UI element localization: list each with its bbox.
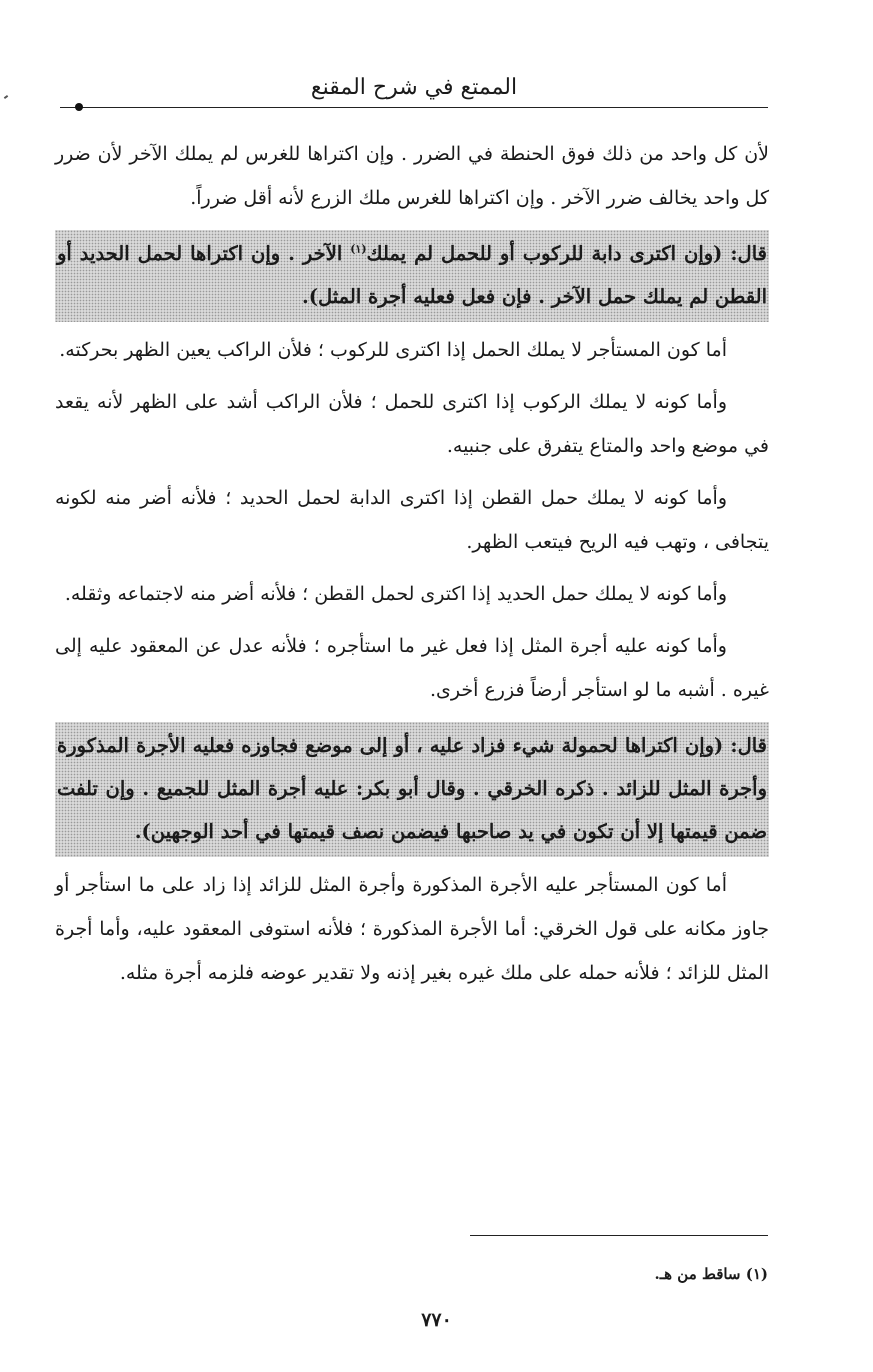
paragraph-6: وأما كونه لا يملك حمل الحديد إذا اكترى لحمل القطن ؛ فلأنه أضر منه لاجتماعه وثقله.	[64, 583, 727, 605]
paragraph-7: وأما كونه عليه أجرة المثل إذا فعل غير ما استأجره ؛ فلأنه عدل عن المعقود عليه إلى غيره . أشبه ما لو استأجر أرضاً فزرع أخرى.	[55, 635, 769, 701]
quote-1-text-a: قال: (وإن اكترى دابة للركوب أو للحمل لم يملك	[366, 242, 767, 265]
paragraph-4: وأما كونه لا يملك الركوب إذا اكترى للحمل ؛ فلأن الراكب أشد على الظهر لأنه يقعد في موضع واحد والمتاع يتفرق على جنبيه.	[55, 391, 769, 457]
footnote-1: (١) ساقط من هـ.	[654, 1265, 768, 1283]
matn-quote-2	[55, 722, 769, 857]
matn-quote-1	[55, 230, 769, 322]
header-rule-dot	[75, 103, 83, 111]
quote-1-text-b: الآخر . وإن اكتراها لحمل الحديد أو القطن لم يملك حمل الآخر . فإن فعل فعليه أجرة المثل).	[57, 242, 767, 308]
quote-2-text: قال: (وإن اكتراها لحمولة شيء فزاد عليه ، أو إلى موضع فجاوزه فعليه الأجرة المذكورة وأجرة المثل للزائد . ذكره الخرقي . وقال أبو بكر: عليه أجرة المثل للجميع . وإن تلفت ضمن قيمتها إلا أن تكون في يد صاحبها فيضمن نصف قيمتها في أحد الوجهين).	[57, 734, 767, 843]
paragraph-5: وأما كونه لا يملك حمل القطن إذا اكترى الدابة لحمل الحديد ؛ فلأنه أضر منه لكونه يتجافى ، وتهب فيه الريح فيتعب الظهر.	[55, 487, 769, 553]
footnote-rule	[470, 1235, 768, 1236]
paragraph-1: لأن كل واحد من ذلك فوق الحنطة في الضرر . وإن اكتراها للغرس لم يملك الآخر لأن ضرر كل واحد يخالف ضرر الآخر . وإن اكتراها للغرس ملك الزرع لأنه أقل ضرراً.	[55, 143, 769, 209]
footnote-ref-1[interactable]: (١)	[350, 242, 367, 256]
main-text	[55, 132, 769, 995]
paragraph-9: أما كون المستأجر عليه الأجرة المذكورة وأجرة المثل للزائد إذا زاد على ما استأجر أو جاوز مكانه على قول الخرقي: أما الأجرة المذكورة ؛ فلأنه استوفى المعقود عليه، وأما أجرة المثل للزائد ؛ فلأنه حمله على ملك غيره بغير إذنه ولا تقدير عوضه فلزمه أجرة مثله.	[55, 874, 769, 984]
page-number: ٧٧٠	[421, 1309, 452, 1331]
scan-edge-mark	[4, 95, 8, 99]
paragraph-3: أما كون المستأجر لا يملك الحمل إذا اكترى للركوب ؛ فلأن الراكب يعين الظهر بحركته.	[59, 339, 727, 361]
running-header-title: الممتع في شرح المقنع	[310, 75, 518, 100]
header-rule	[60, 107, 768, 108]
